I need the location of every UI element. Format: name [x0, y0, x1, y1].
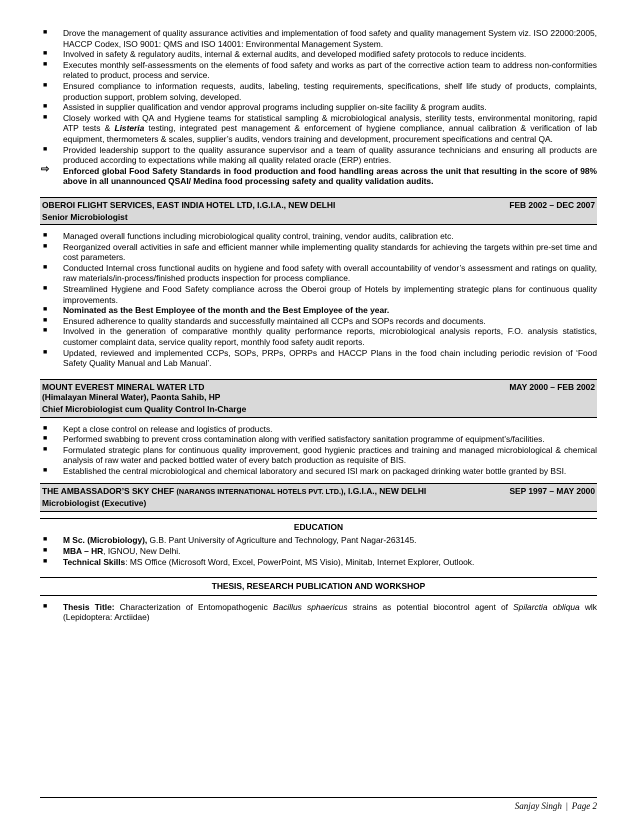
company-name: OBEROI FLIGHT SERVICES, EAST INDIA HOTEL LTD, I.G.I.A., NEW DELHI [42, 199, 336, 210]
ambassador-header [40, 483, 597, 499]
list-item: ■ Streamlined Hygiene and Food Safety compliance across the Oberoi group of Hotels by implementing strategic plans for continuous quality improvements. [43, 284, 597, 305]
list-item: ■ M Sc. (Microbiology), G.B. Pant University of Agriculture and Technology, Pant Nagar-263145. [43, 535, 417, 546]
list-item: ■ Thesis Title: Characterization of Entomopathogenic Bacillus sphaericus strains as potential biocontrol agent of Spilarctia obliqua wlk (Lepidoptera: Arctiidae) [43, 601, 597, 623]
square-bullet-icon: ■ [43, 536, 48, 544]
page-footer [40, 797, 597, 812]
square-bullet-icon: ■ [43, 557, 48, 565]
list-item: ■ Assisted in supplier qualification and vendor approval programs including supplier on-site facility & program audits. [43, 102, 487, 113]
square-bullet-icon: ■ [43, 103, 48, 111]
education-heading: EDUCATION [40, 518, 597, 533]
list-item: ■ Formulated strategic plans for continuous quality improvement, good hygienic practices and training and managed microbiological & chemical analysis of raw water and packed bottled water of every batch production as requisite of BIS. [43, 444, 597, 466]
square-bullet-icon: ■ [43, 546, 48, 554]
square-bullet-icon: ■ [43, 424, 48, 432]
list-item: ■ Nominated as the Best Employee of the month and the Best Employee of the year. [43, 305, 390, 316]
oberoi-header [40, 197, 597, 212]
square-bullet-icon: ■ [43, 29, 48, 36]
square-bullet-icon: ■ [43, 81, 48, 89]
company-location: (Himalayan Mineral Water), Paonta Sahib, HP [42, 392, 221, 403]
square-bullet-icon: ■ [43, 306, 48, 314]
list-item: ■ Ensured adherence to quality standards and successfully maintained all CCPs and SOPs records and documents. [43, 315, 486, 326]
list-item: ■ Technical Skills: MS Office (Microsoft Word, Excel, PowerPoint, MS Visio), Minitab, Internet Explorer, Outlook. [43, 556, 475, 567]
job-role: Chief Microbiologist cum Quality Control In-Charge [40, 404, 597, 418]
list-item: ■ Kept a close control on release and logistics of products. [43, 423, 273, 434]
square-bullet-icon: ■ [43, 327, 48, 335]
square-bullet-icon: ■ [43, 113, 48, 121]
square-bullet-icon: ■ [43, 316, 48, 324]
square-bullet-icon: ■ [43, 348, 48, 356]
list-item: ■ Performed swabbing to prevent cross contamination along with verified satisfactory sanitation programme of equipment’s/facilities. [43, 434, 545, 445]
square-bullet-icon: ■ [43, 232, 48, 240]
list-item: ■ Updated, reviewed and implemented CCPs, SOPs, PRPs, OPRPs and HACCP Plans in the food chain including periodic revision of ‘Food Safety Quality Manual and Lab Manual’. [43, 347, 597, 369]
everest-header [40, 379, 597, 404]
list-item: ■ Conducted Internal cross functional audits on hygiene and food safety with overall accountability of vendor’s assessment and ratings on quality, raw materials/in-process/finished products inspection for process compliance. [43, 262, 597, 284]
oberoi-bullet-list [40, 231, 597, 369]
square-bullet-icon: ■ [43, 263, 48, 271]
square-bullet-icon: ■ [43, 435, 48, 443]
list-item: ■ MBA – HR, IGNOU, New Delhi. [43, 545, 181, 556]
company-name: THE AMBASSADOR’S SKY CHEF (NARANGS INTERNATIONAL HOTELS PVT. LTD.), I.G.I.A., NEW DELHI [42, 485, 427, 496]
list-item: ■ Provided leadership support to the quality assurance supervisor and a team of quality assurance technicians and ensuring all products are produced according to expectations while making all quality related oracle (ERP) entries. [43, 144, 597, 166]
thesis-heading: THESIS, RESEARCH PUBLICATION AND WORKSHOP [40, 577, 597, 592]
education-list [40, 535, 597, 567]
divider [40, 595, 597, 596]
square-bullet-icon: ■ [43, 445, 48, 453]
company-name: MOUNT EVEREST MINERAL WATER LTD [42, 381, 205, 392]
square-bullet-icon: ■ [43, 60, 48, 68]
job-role: Microbiologist (Executive) [40, 498, 597, 512]
list-item: ■ Established the central microbiological and chemical laboratory and secured ISI mark on packaged drinking water bottle granted by BSI. [43, 465, 567, 476]
list-item: ■ Executes monthly self-assessments on the elements of food safety and works as part of the corrective action team to address non-conformities related to product, process and service. [43, 59, 597, 81]
intro-bullet-list [40, 28, 597, 187]
list-item: ■ Managed overall functions including microbiological quality control, training, vendor audits, calibration etc. [43, 231, 454, 242]
date-range: SEP 1997 – MAY 2000 [509, 485, 595, 496]
everest-bullet-list [40, 424, 597, 477]
list-item: ■ Involved in safety & regulatory audits, internal & external audits, and developed modified safety protocols to reduce incidents. [43, 49, 527, 60]
highlight-item: ⇨ Enforced global Food Safety Standards in food production and food handling areas across the unit that resulting in the score of 98% above in all unannounced QSAI/ Medina food processing safety and quality validation audits. [41, 163, 597, 187]
square-bullet-icon: ■ [43, 285, 48, 293]
job-role: Senior Microbiologist [40, 212, 597, 226]
page-number: Page 2 [571, 801, 597, 811]
author-name: Sanjay Singh [514, 801, 562, 811]
date-range: FEB 2002 – DEC 2007 [509, 199, 595, 210]
square-bullet-icon: ■ [43, 145, 48, 153]
list-item: ■ Drove the management of quality assurance activities and implementation of food safety and quality management System viz. ISO 22000:2005, HACCP Codex, ISO 9001: QMS and ISO 14001: Environmental Management System. [43, 28, 597, 49]
date-range: MAY 2000 – FEB 2002 [509, 381, 595, 392]
list-item: ■ Involved in the generation of comparative monthly quality performance reports, microbiological analysis reports, F.O. analysis statistics, customer complaint data, service quality report, monthly food safety audit reports. [43, 326, 597, 348]
arrow-right-icon: ⇨ [41, 163, 50, 175]
list-item: ■ Ensured compliance to information requests, audits, labeling, testing requirements, specifications, shelf life study of products, complaints, production support, problem solving, developed. [43, 80, 597, 102]
separator: | [565, 801, 568, 811]
square-bullet-icon: ■ [43, 242, 48, 250]
list-item: ■ Reorganized overall activities in safe and efficient manner while implementing quality standards for achieving the targets within pre-set time and cost parameters. [43, 241, 597, 263]
square-bullet-icon: ■ [43, 602, 48, 610]
thesis-list [40, 602, 597, 623]
square-bullet-icon: ■ [43, 50, 48, 58]
resume-page [40, 28, 597, 623]
square-bullet-icon: ■ [43, 466, 48, 474]
list-item: ■ Closely worked with QA and Hygiene teams for statistical sampling & microbiological analysis, sterility tests, environmental monitoring, rapid ATP tests & Listeria testing, integrated pest management & enforcement of hygiene compliance, annual calibration & verification of lab equipment, thermometers & scales, supplier’s audits, vendors training and development, procurement specifications and central QA. [43, 112, 597, 144]
